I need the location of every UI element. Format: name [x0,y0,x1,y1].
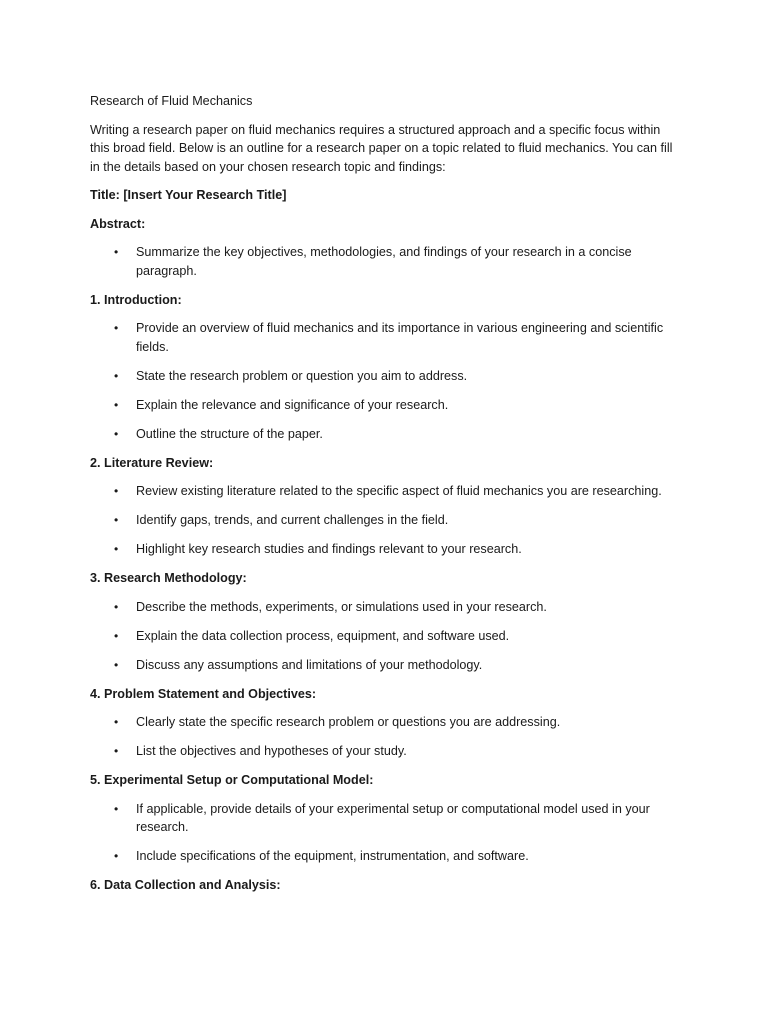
section-heading-introduction: 1. Introduction: [90,292,182,307]
list-item-text: Describe the methods, experiments, or simulations used in your research. [136,599,547,614]
bullet-list-introduction [90,319,680,443]
list-item-text: If applicable, provide details of your experimental setup or computational model used in your research. [136,801,650,834]
list-item [90,367,680,386]
bullet-icon: • [114,715,119,729]
list-item [90,511,680,530]
list-item-text: List the objectives and hypotheses of your study. [136,744,407,758]
bullet-list-problem-statement [90,713,680,761]
list-item [90,800,680,837]
list-item-text: Discuss any assumptions and limitations of your methodology. [136,657,483,672]
research-title-line: Title: [Insert Your Research Title] [90,188,287,202]
bullet-icon: • [114,599,119,614]
bullet-icon: • [114,368,119,383]
bullet-icon: • [114,628,119,643]
list-item [90,847,680,866]
list-item-text: State the research problem or question you aim to address. [136,368,468,383]
list-item-text: Include specifications of the equipment, instrumentation, and software. [136,849,529,863]
intro-paragraph: Writing a research paper on fluid mechanics requires a structured approach and a specific focus within this broad field. Below is an outline for a research paper on a topic related to fluid mechanics. You can fill in the details based on your chosen research topic and findings: [90,122,673,174]
document-title: Research of Fluid Mechanics [90,94,253,108]
list-item [90,627,680,646]
bullet-icon: • [114,245,119,259]
bullet-icon: • [114,657,119,672]
section-heading-abstract: Abstract: [90,216,146,231]
bullet-list-research-methodology [90,598,680,675]
list-item [90,243,680,280]
bullet-icon: • [114,801,119,816]
bullet-list-abstract [90,243,680,280]
bullet-icon: • [114,513,119,527]
bullet-icon: • [114,542,119,556]
list-item [90,713,680,732]
section-heading-data-collection: 6. Data Collection and Analysis: [90,878,281,892]
section-heading-research-methodology: 3. Research Methodology: [90,571,247,585]
list-item [90,540,680,559]
list-item [90,656,680,675]
list-item-text: Clearly state the specific research problem or questions you are addressing. [136,715,561,729]
list-item [90,482,680,501]
list-item-text: Summarize the key objectives, methodologies, and findings of your research in a concise paragraph. [136,245,632,278]
bullet-icon: • [114,744,119,758]
list-item-text: Review existing literature related to the specific aspect of fluid mechanics you are researching. [136,484,662,498]
bullet-icon: • [114,484,119,498]
section-heading-literature-review: 2. Literature Review: [90,455,214,470]
section-heading-problem-statement: 4. Problem Statement and Objectives: [90,686,317,701]
bullet-list-experimental-setup [90,800,680,866]
list-item [90,598,680,617]
list-item [90,742,680,761]
list-item-text: Highlight key research studies and findings relevant to your research. [136,542,522,556]
list-item-text: Explain the data collection process, equipment, and software used. [136,628,510,643]
list-item-text: Explain the relevance and significance of your research. [136,397,449,412]
list-item [90,396,680,415]
list-item-text: Identify gaps, trends, and current challenges in the field. [136,513,449,527]
list-item-text: Outline the structure of the paper. [136,426,323,441]
list-item [90,319,680,356]
section-heading-experimental-setup: 5. Experimental Setup or Computational Model: [90,773,374,787]
bullet-icon: • [114,849,119,863]
bullet-list-literature-review [90,482,680,559]
document-page [90,92,680,905]
bullet-icon: • [114,397,119,412]
bullet-icon: • [114,426,119,441]
list-item [90,425,680,444]
list-item-text: Provide an overview of fluid mechanics and its importance in various engineering and scientific fields. [136,321,664,354]
bullet-icon: • [114,321,119,335]
